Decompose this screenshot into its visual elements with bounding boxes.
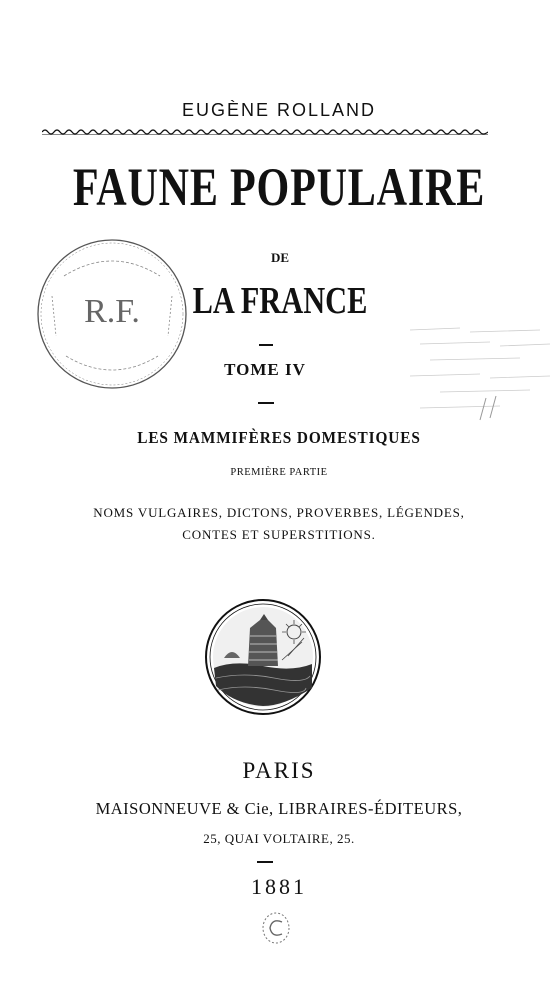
separator-dash <box>258 402 274 404</box>
separator-dash <box>257 861 273 863</box>
bleed-through-marks <box>400 320 558 430</box>
book-subject: LES MAMMIFÈRES DOMESTIQUES <box>137 428 421 447</box>
book-country: LA FRANCE <box>192 280 368 322</box>
title-connector: DE <box>270 250 290 265</box>
publisher-address: 25, QUAI VOLTAIRE, 25. <box>203 831 355 846</box>
book-title: FAUNE POPULAIRE <box>72 157 486 217</box>
small-stamp-mark <box>258 908 294 948</box>
publisher-name: MAISONNEUVE & Cie, LIBRAIRES-ÉDITEURS, <box>95 799 463 818</box>
wavy-rule <box>42 127 488 137</box>
book-part: PREMIÈRE PARTIE <box>230 467 328 478</box>
separator-dash <box>259 344 273 346</box>
publisher-emblem <box>204 598 322 716</box>
description-line-1: NOMS VULGAIRES, DICTONS, PROVERBES, LÉGENDES, <box>93 505 465 520</box>
publication-city: PARIS <box>242 758 316 783</box>
volume-number: TOME IV <box>224 360 306 379</box>
description-line-2: CONTES ET SUPERSTITIONS. <box>182 527 376 542</box>
stamp-monogram: R.F. <box>84 293 140 330</box>
author-name: EUGÈNE ROLLAND <box>181 100 377 120</box>
publication-year: 1881 <box>251 874 307 899</box>
